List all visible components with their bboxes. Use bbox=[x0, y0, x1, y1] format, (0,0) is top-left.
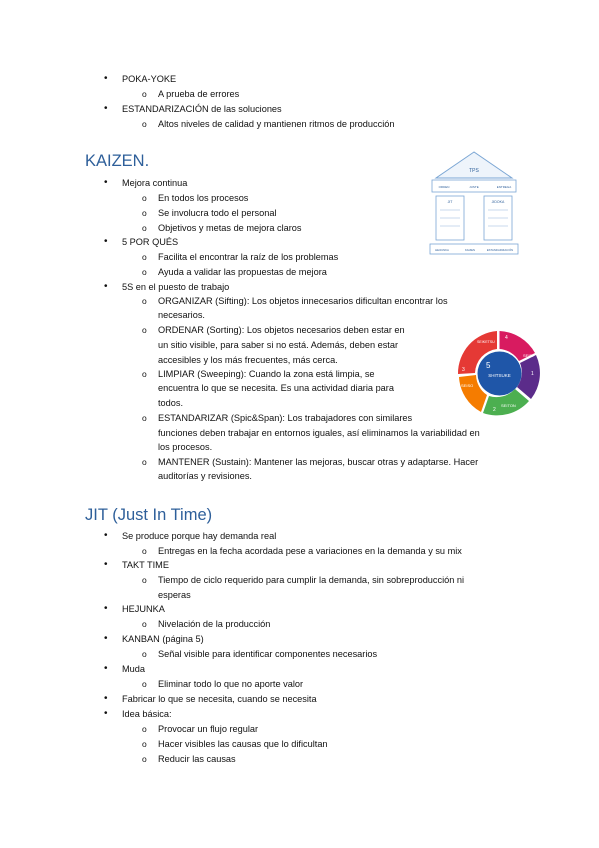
jit-sub: o Eliminar todo lo que no aporte valor bbox=[158, 678, 303, 690]
s-ordenar-line3: accesibles y los más frecuentes, más cerca. bbox=[158, 355, 338, 365]
jit-item: • KANBAN (página 5) bbox=[122, 633, 204, 645]
cycle-number: 2 bbox=[493, 407, 496, 413]
cycle-segment-label: SEIRI bbox=[523, 353, 534, 358]
s-limpiar-line1: o LIMPIAR (Sweeping): Cuando la zona está limpia, se bbox=[158, 368, 375, 380]
jit-item: • Muda bbox=[122, 663, 145, 675]
porques-item: • 5 POR QUÉS bbox=[122, 236, 178, 248]
mejora-sub: o Se involucra todo el personal bbox=[158, 207, 277, 219]
jit-sub: o Hacer visibles las causas que lo dificultan bbox=[158, 738, 328, 750]
cycle-segment-label: SEIKETSU bbox=[477, 340, 495, 344]
jit-sub: o Entregas en la fecha acordada pese a variaciones en la demanda y su mix bbox=[158, 545, 462, 557]
jit-item: • TAKT TIME bbox=[122, 559, 169, 571]
cinco-s-item: • 5S en el puesto de trabajo bbox=[122, 281, 229, 293]
jit-heading: JIT (Just In Time) bbox=[85, 506, 213, 524]
tps-roof-label: TPS bbox=[469, 168, 479, 174]
tps-house-diagram bbox=[426, 150, 522, 258]
cycle-number: 4 bbox=[505, 335, 508, 341]
s-mantener-line2: auditorías y revisiones. bbox=[158, 471, 252, 481]
s-ordenar-line2: un sitio visible, para saber si no está. Además, deben estar bbox=[158, 340, 399, 350]
s-estandarizar-line2: funciones deben trabajar en entornos iguales, así eliminamos la variabilidad en bbox=[158, 428, 480, 438]
jit-item: • HEJUNKA bbox=[122, 603, 165, 615]
cycle-center-label: SHITSUKE bbox=[488, 373, 511, 378]
jit-sub: o Tiempo de ciclo requerido para cumplir la demanda, sin sobreproducción ni bbox=[158, 574, 464, 586]
s-organizar-line1: o ORGANIZAR (Sifting): Los objetos innecesarios dificultan encontrar los bbox=[158, 295, 448, 307]
cycle-center-number: 5 bbox=[486, 361, 491, 370]
s-mantener-line1: o MANTENER (Sustain): Mantener las mejoras, buscar otras y adaptarse. Hacer bbox=[158, 456, 478, 468]
porques-sub: o Facilita el encontrar la raíz de los problemas bbox=[158, 251, 338, 263]
tps-row-label: ENTREGA bbox=[496, 185, 512, 189]
mejora-sub: o Objetivos y metas de mejora claros bbox=[158, 222, 301, 234]
jit-sub: o Nivelación de la producción bbox=[158, 618, 270, 630]
s-estandarizar-line3: los procesos. bbox=[158, 442, 213, 452]
tps-jidoka-label: JIDOKA bbox=[491, 200, 505, 204]
cycle-number: 3 bbox=[462, 367, 465, 373]
porques-sub: o Ayuda a validar las propuestas de mejora bbox=[158, 266, 327, 278]
jit-item: • Idea básica: bbox=[122, 708, 172, 720]
tps-base-label: KAIZEN bbox=[464, 248, 476, 252]
s-estandarizar-line1: o ESTANDARIZAR (Spic&Span): Los trabajadores con similares bbox=[158, 412, 412, 424]
jit-sub-continuation: esperas bbox=[158, 590, 191, 600]
cycle-number: 1 bbox=[531, 371, 534, 377]
estandarizacion-sub: o Altos niveles de calidad y mantienen ritmos de producción bbox=[158, 118, 394, 130]
poka-yoke-sub: o A prueba de errores bbox=[158, 88, 239, 100]
cycle-segment-label: SEITON bbox=[501, 403, 516, 408]
jit-sub: o Reducir las causas bbox=[158, 753, 236, 765]
tps-jit-label: JIT bbox=[447, 200, 453, 204]
jit-item: • Se produce porque hay demanda real bbox=[122, 530, 276, 542]
estandarizacion-item: • ESTANDARIZACIÓN de las soluciones bbox=[122, 103, 282, 115]
tps-base-label: ESTANDARIZACIÓN bbox=[486, 248, 514, 252]
kaizen-heading: KAIZEN. bbox=[85, 152, 150, 170]
mejora-sub: o En todos los procesos bbox=[158, 192, 248, 204]
cycle-segment-label: SEISO bbox=[461, 383, 474, 388]
tps-row-label: ORDEN bbox=[438, 185, 450, 189]
s-organizar-line2: necesarios. bbox=[158, 310, 205, 320]
five-s-cycle-diagram bbox=[453, 327, 546, 420]
tps-row-label: JUSTE bbox=[469, 185, 479, 189]
s-limpiar-line2: encuentra lo que se necesita. Es una actividad diaria para bbox=[158, 383, 394, 393]
jit-item: • Fabricar lo que se necesita, cuando se necesita bbox=[122, 693, 317, 705]
tps-base-label: HEIJUNKA bbox=[435, 248, 449, 252]
jit-sub: o Señal visible para identificar componentes necesarios bbox=[158, 648, 377, 660]
s-ordenar-line1: o ORDENAR (Sorting): Los objetos necesarios deben estar en bbox=[158, 324, 405, 336]
jit-sub: o Provocar un flujo regular bbox=[158, 723, 258, 735]
poka-yoke-item: • POKA-YOKE bbox=[122, 73, 176, 85]
mejora-item: • Mejora continua bbox=[122, 177, 187, 189]
s-limpiar-line3: todos. bbox=[158, 398, 184, 408]
